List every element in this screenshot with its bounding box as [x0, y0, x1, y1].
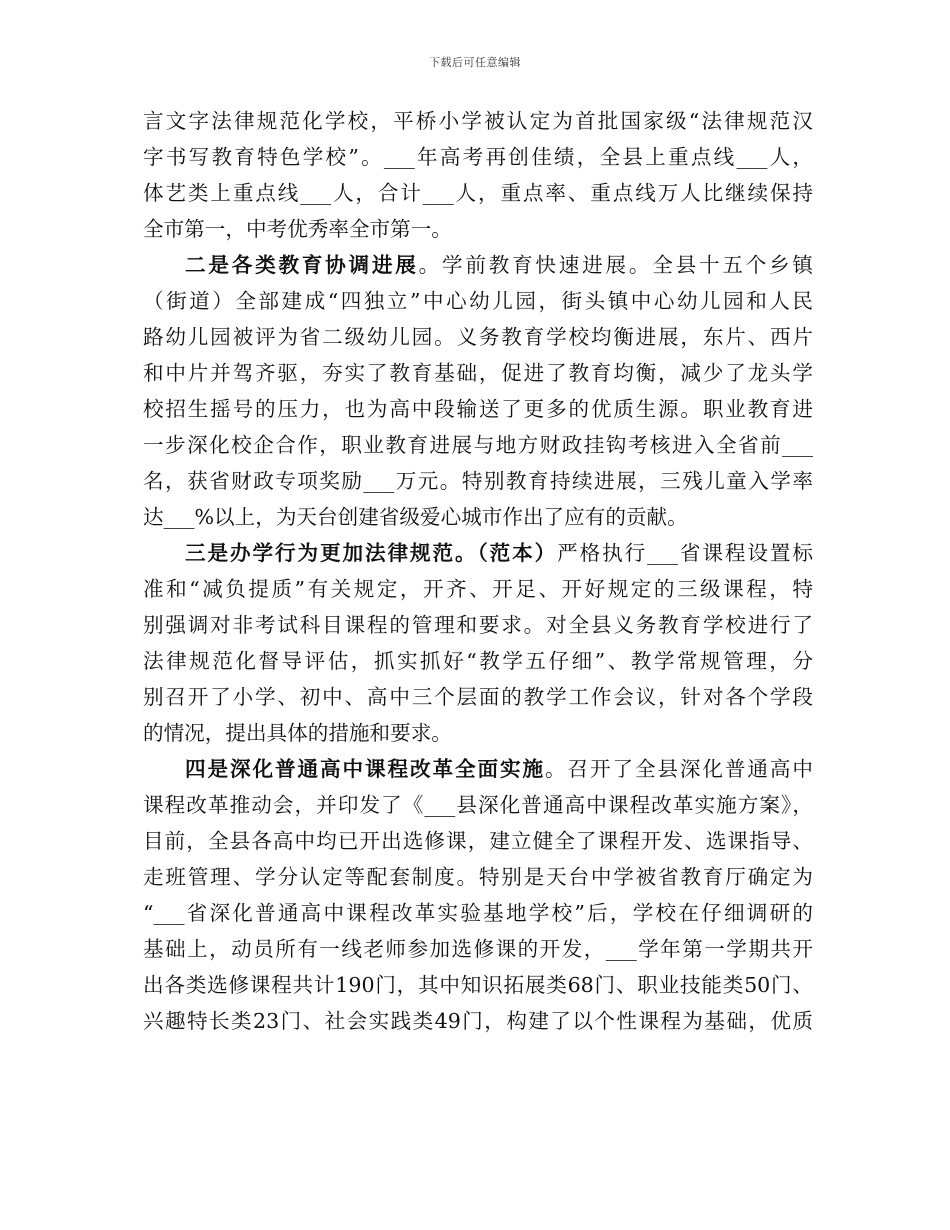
paragraph-heading: 二是各类教育协调进展: [185, 253, 419, 277]
text-line: 校招生摇号的压力，也为高中段输送了更多的优质生源。职业教育进: [143, 397, 813, 421]
paragraph-heading: 四是深化普通高中课程改革全面实施: [185, 757, 545, 781]
paragraph-heading: 三是办学行为更加法律规范。（范本）: [185, 541, 558, 565]
text-line: 准和“减负提质”有关规定，开齐、开足、开好规定的三级课程，特: [143, 577, 813, 601]
paragraph-heading-line: 二是各类教育协调进展。学前教育快速进展。全县十五个乡镇: [185, 253, 814, 277]
text-line: 目前，全县各高中均已开出选修课，建立健全了课程开发、选课指导、: [143, 829, 813, 853]
text-line: “___省深化普通高中课程改革实验基地学校”后，学校在仔细调研的: [143, 901, 813, 925]
document-body: [143, 103, 813, 1039]
text-line: 法律规范化督导评估，抓实抓好“教学五仔细”、教学常规管理，分: [143, 649, 813, 673]
paragraph-heading-line: 三是办学行为更加法律规范。（范本）严格执行___省课程设置标: [185, 541, 813, 565]
text-line: 名，获省财政专项奖励___万元。特别教育持续进展，三残儿童入学率: [143, 469, 813, 493]
text-line: 出各类选修课程共计190门，其中知识拓展类68门、职业技能类50门、: [143, 973, 813, 997]
text-line: （街道）全部建成“四独立”中心幼儿园，街头镇中心幼儿园和人民: [143, 289, 813, 313]
text-line: 路幼儿园被评为省二级幼儿园。义务教育学校均衡进展，东片、西片: [143, 325, 813, 349]
text-line: 一步深化校企合作，职业教育进展与地方财政挂钩考核进入全省前___: [143, 433, 813, 457]
text-line: 课程改革推动会，并印发了《___县深化普通高中课程改革实施方案》，: [143, 793, 813, 817]
text-line: 体艺类上重点线___人，合计___人，重点率、重点线万人比继续保持: [143, 181, 813, 205]
paragraph-heading-line: 四是深化普通高中课程改革全面实施。召开了全县深化普通高中: [185, 757, 814, 781]
text-line: 字书写教育特色学校”。___年高考再创佳绩，全县上重点线___人，: [143, 145, 813, 169]
text-line: 走班管理、学分认定等配套制度。特别是天台中学被省教育厅确定为: [143, 865, 813, 889]
page-header-note: 下载后可任意编辑: [429, 56, 521, 69]
text-line: 兴趣特长类23门、社会实践类49门，构建了以个性课程为基础，优质: [143, 1009, 813, 1033]
text-line: 言文字法律规范化学校，平桥小学被认定为首批国家级“法律规范汉: [143, 109, 813, 133]
text-line: 达___%以上，为天台创建省级爱心城市作出了应有的贡献。: [143, 505, 688, 529]
text-line: 全市第一，中考优秀率全市第一。: [143, 217, 452, 241]
text-line: 别召开了小学、初中、高中三个层面的教学工作会议，针对各个学段: [143, 685, 813, 709]
text-line: 的情况，提出具体的措施和要求。: [143, 721, 452, 745]
text-line: 基础上，动员所有一线老师参加选修课的开发，___学年第一学期共开: [143, 937, 813, 961]
text-line: 别强调对非考试科目课程的管理和要求。对全县义务教育学校进行了: [143, 613, 813, 637]
text-line: 和中片并驾齐驱，夯实了教育基础，促进了教育均衡，减少了龙头学: [143, 361, 813, 385]
